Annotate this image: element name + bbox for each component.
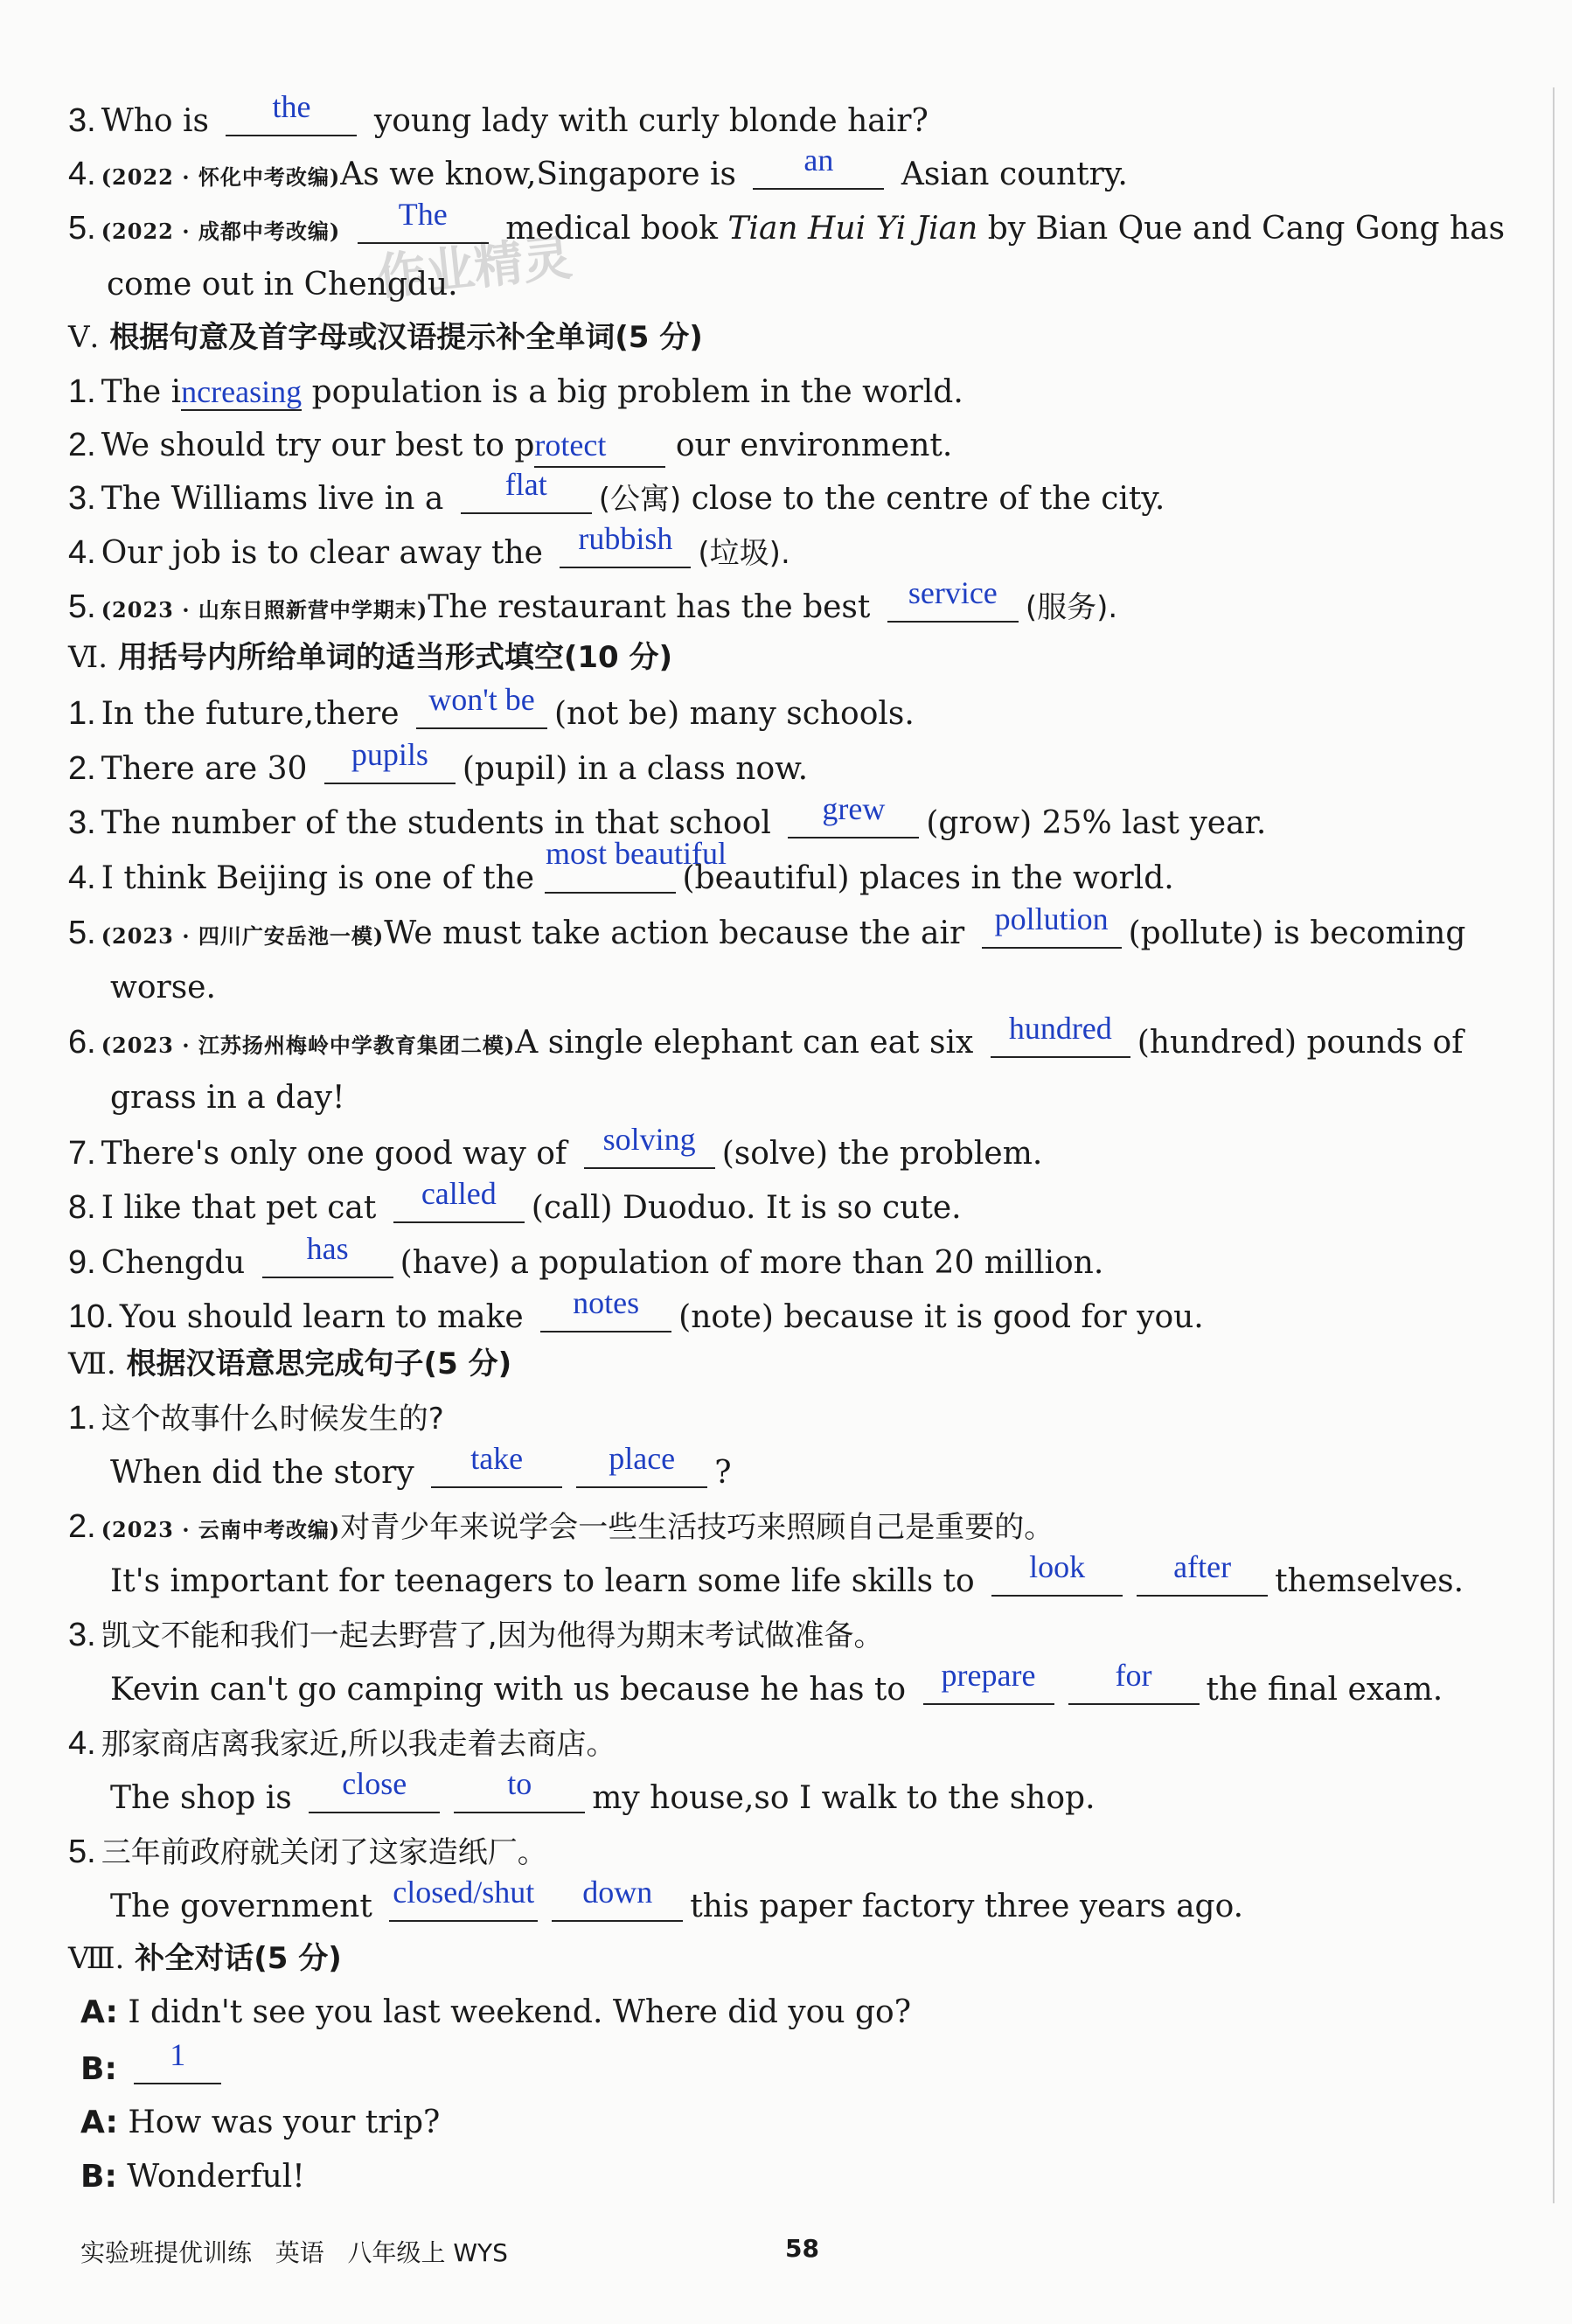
question-3: 3. Who is the young lady with curly blonde hair?	[68, 100, 1537, 143]
s7-item-5-zh: 5. 三年前政府就关闭了这家造纸厂。	[68, 1833, 547, 1870]
s6-item-6-line2: grass in a day!	[110, 1080, 345, 1116]
s7-item-1-en: When did the story take place ?	[110, 1441, 732, 1491]
s6-item-8: 8. I like that pet cat called (call) Duoduo. It is so cute.	[68, 1176, 962, 1226]
page-number: 58	[785, 2234, 819, 2263]
s6-item-4: 4. I think Beijing is one of the most beautiful (beautiful) places in the world.	[68, 836, 1174, 896]
s6-item-2: 2. There are 30 pupils (pupil) in a class now.	[68, 737, 809, 787]
s7-item-2-zh: 2. (2023 · 云南中考改编)对青少年来说学会一些生活技巧来照顾自己是重要的。	[68, 1508, 1054, 1545]
s5-item-5: 5. (2023 · 山东日照新营中学期末)The restaurant has the best service (服务).	[68, 575, 1118, 625]
dialog-line-2: B: 1	[80, 2048, 1549, 2091]
s5-item-4: 4. Our job is to clear away the rubbish (垃圾).	[68, 521, 790, 571]
section-6-heading: Ⅵ. 用括号内所给单词的适当形式填空(10 分)	[68, 640, 673, 675]
question-5: 5. (2022 · 成都中考改编) The medical book Tian Hui Yi Jian by Bian Que and Cang Gong has	[68, 197, 1506, 247]
dialog-line-3: A: How was your trip?	[80, 2105, 441, 2140]
section-8-heading: Ⅷ. 补全对话(5 分)	[68, 1941, 342, 1976]
section-7-heading: Ⅶ. 根据汉语意思完成句子(5 分)	[68, 1346, 512, 1381]
s7-item-4-en: The shop is close to my house,so I walk to the shop.	[110, 1766, 1096, 1816]
dialog-line-1: A: I didn't see you last weekend. Where did you go?	[80, 1994, 911, 2030]
s7-item-3-en: Kevin can't go camping with us because he has to prepare for the final exam.	[110, 1658, 1443, 1708]
s6-item-1: 1. In the future,there won't be (not be) many schools.	[68, 682, 915, 732]
s5-item-2: 2. We should try our best to protect our environment.	[68, 424, 1537, 468]
section-5-heading: Ⅴ. 根据句意及首字母或汉语提示补全单词(5 分)	[68, 320, 703, 355]
s7-item-1-zh: 1. 这个故事什么时候发生的?	[68, 1400, 444, 1437]
footer-book-title: 实验班提优训练 英语 八年级上 WYS	[80, 2238, 508, 2267]
s7-item-2-en: It's important for teenagers to learn some life skills to look after themselves.	[110, 1549, 1464, 1599]
s6-item-10: 10. You should learn to make notes (note) because it is good for you.	[68, 1285, 1204, 1335]
s7-item-4-zh: 4. 那家商店离我家近,所以我走着去商店。	[68, 1725, 616, 1762]
answer: the	[272, 89, 311, 124]
s6-item-9: 9. Chengdu has (have) a population of more than 20 million.	[68, 1231, 1104, 1281]
s5-item-1: 1. The increasing population is a big problem in the world.	[68, 373, 963, 410]
s6-item-5-line2: worse.	[110, 970, 216, 1005]
s5-item-3: 3. The Williams live in a flat (公寓) close to the centre of the city.	[68, 467, 1165, 517]
s7-item-3-zh: 3. 凯文不能和我们一起去野营了,因为他得为期末考试做准备。	[68, 1617, 884, 1653]
dialog-line-4: B: Wonderful!	[80, 2159, 305, 2195]
question-5-line2: come out in Chengdu.	[107, 267, 458, 303]
question-4: 4. (2022 · 怀化中考改编)As we know,Singapore is an Asian country.	[68, 143, 1128, 192]
s6-item-6: 6. (2023 · 江苏扬州梅岭中学教育集团二模)A single elephant can eat six hundred (hundred) pounds of	[68, 1011, 1464, 1061]
s6-item-7: 7. There's only one good way of solving (solve) the problem.	[68, 1122, 1043, 1172]
s6-item-5: 5. (2023 · 四川广安岳池一模)We must take action because the air pollution (pollute) is becoming	[68, 901, 1466, 951]
s6-item-3: 3. The number of the students in that school grew (grow) 25% last year.	[68, 791, 1267, 841]
s7-item-5-en: The government closed/shut down this paper factory three years ago.	[110, 1875, 1244, 1924]
watermark: 作业精灵	[373, 229, 575, 307]
